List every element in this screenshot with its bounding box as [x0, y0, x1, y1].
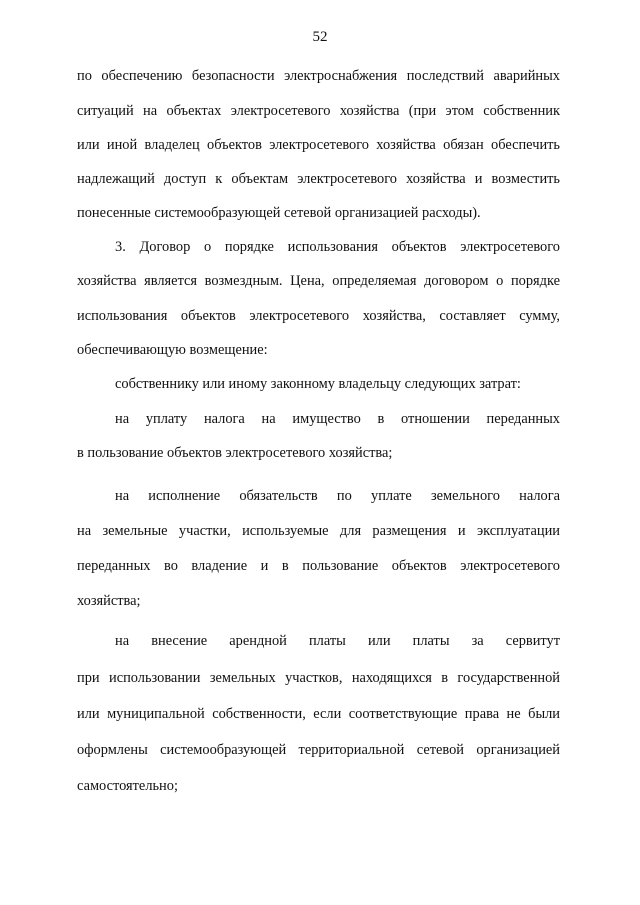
text-line: хозяйства является возмездным. Цена, определяемая договором о порядке [77, 273, 560, 289]
text-line: собственнику или иному законному владельцу следующих затрат: [115, 376, 521, 392]
text-line: в пользование объектов электросетевого хозяйства; [77, 445, 393, 461]
text-line: по обеспечению безопасности электроснабжения последствий аварийных [77, 68, 560, 84]
text-line: обеспечивающую возмещение: [77, 342, 268, 358]
text-line: оформлены системообразующей территориальной сетевой организацией [77, 742, 560, 758]
text-line: использования объектов электросетевого хозяйства, составляет сумму, [77, 308, 560, 324]
text-line: понесенные системообразующей сетевой организацией расходы). [77, 205, 481, 221]
text-line: ситуаций на объектах электросетевого хозяйства (при этом собственник [77, 103, 560, 119]
text-line: надлежащий доступ к объектам электросетевого хозяйства и возместить [77, 171, 560, 187]
page-number: 52 [312, 29, 328, 45]
text-line: на внесение арендной платы или платы за сервитут [115, 633, 560, 649]
text-line: переданных во владение и в пользование объектов электросетевого [77, 558, 560, 574]
text-line: или муниципальной собственности, если соответствующие права не были [77, 706, 560, 722]
text-line: или иной владелец объектов электросетевого хозяйства обязан обеспечить [77, 137, 560, 153]
text-line: на земельные участки, используемые для размещения и эксплуатации [77, 523, 560, 539]
text-line: 3. Договор о порядке использования объектов электросетевого [115, 239, 560, 255]
text-line: на уплату налога на имущество в отношении переданных [115, 411, 560, 427]
text-line: при использовании земельных участков, находящихся в государственной [77, 670, 560, 686]
text-line: на исполнение обязательств по уплате земельного налога [115, 488, 560, 504]
text-line: самостоятельно; [77, 778, 178, 794]
text-line: хозяйства; [77, 593, 141, 609]
